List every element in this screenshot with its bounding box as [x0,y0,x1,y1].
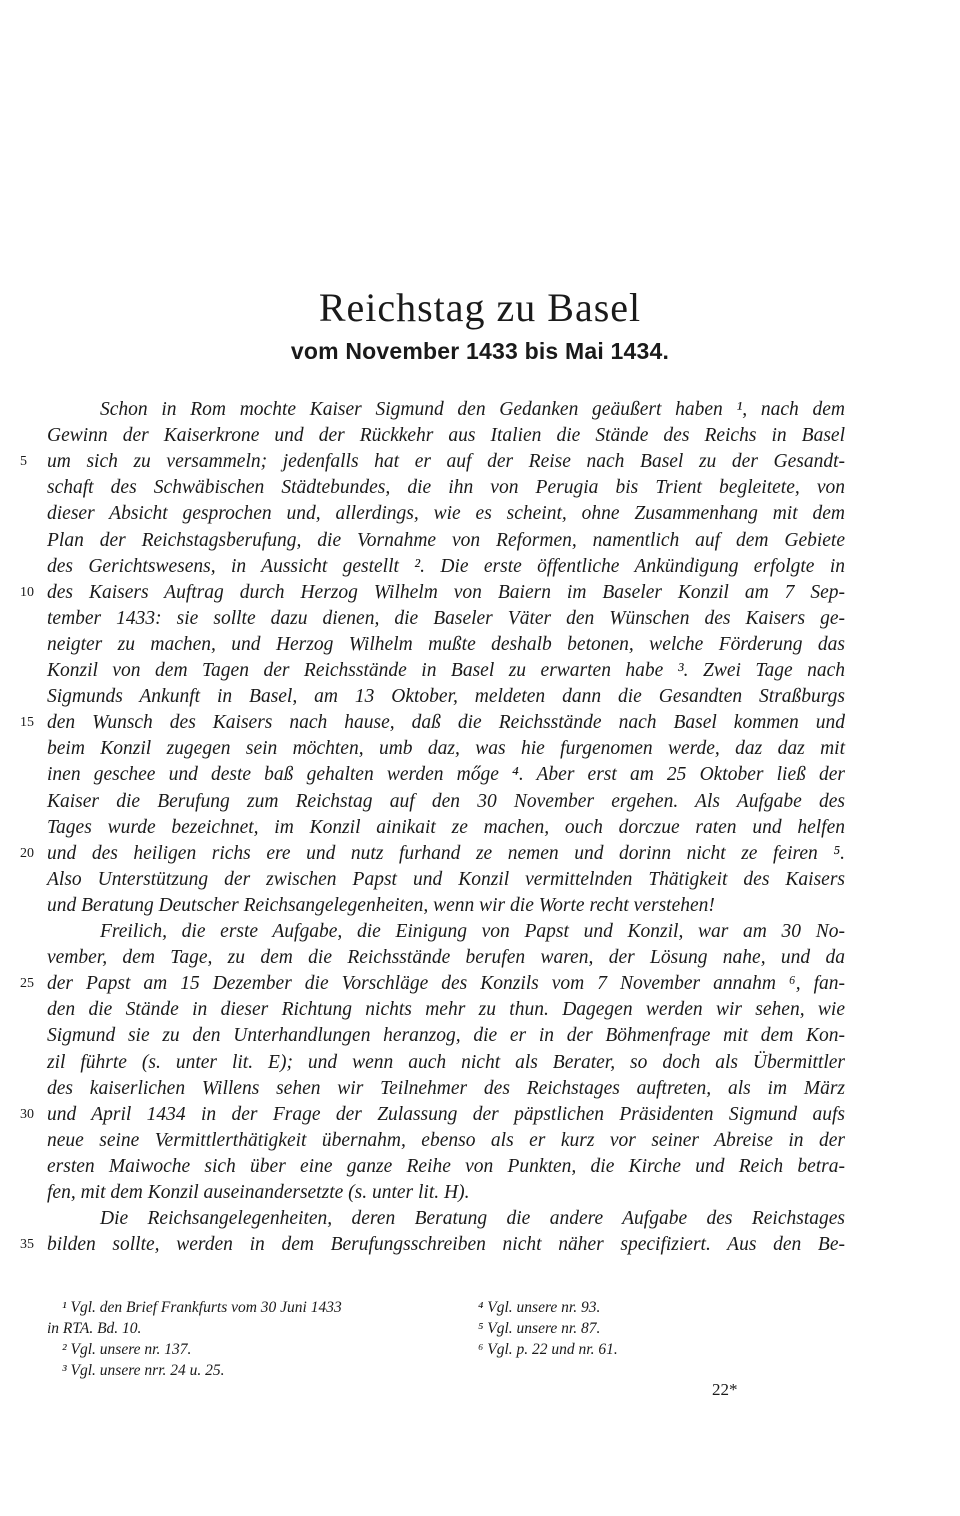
body-line: Schon in Rom mochte Kaiser Sigmund den Gedanken geäußert haben ¹, nach dem [100,399,845,420]
body-line: Die Reichsangelegenheiten, deren Beratung die andere Aufgabe des Reichstages [100,1208,845,1230]
footnote: ¹ Vgl. den Brief Frankfurts vom 30 Juni 1433 [62,1299,342,1316]
body-line: ersten Maiwoche sich über eine ganze Reihe von Punkten, die Kirche und Reich betra- [47,1155,845,1177]
body-line: Also Unterstützung der zwischen Papst und Konzil vermittelnden Thätigkeit des Kaisers [47,868,845,890]
line-number: 30 [20,1106,34,1122]
body-line: bilden sollte, werden in dem Berufungsschreiben nicht näher specifiziert. Aus den Be- [47,1234,845,1256]
body-line: dieser Absicht gesprochen und, allerdings, wie es scheint, ohne Zusammenhang mit dem [47,503,845,525]
body-line: Tages wurde bezeichnet, im Konzil ainikait ze machen, ouch dorczue raten und helfen [47,816,845,838]
line-number: 15 [20,715,34,731]
body-line: und Beratung Deutscher Reichsangelegenheiten, wenn wir die Worte recht verstehen! [47,894,715,916]
footnote: ⁶ Vgl. p. 22 und nr. 61. [478,1341,618,1358]
body-line: neue seine Vermittlerthätigkeit übernahm, ebenso als er kurz vor seiner Abreise in der [47,1129,845,1151]
footnote: ⁴ Vgl. unsere nr. 93. [478,1299,601,1316]
footnote: in RTA. Bd. 10. [47,1320,142,1337]
page-title: Reichstag zu Basel [318,285,642,330]
page-subtitle: vom November 1433 bis Mai 1434. [290,338,670,364]
body-line: und April 1434 in der Frage der Zulassung der päpstlichen Präsidenten Sigmund aufs [47,1103,845,1125]
body-line: neigter zu machen, und Herzog Wilhelm mußte deshalb betonen, welche Förderung das [47,633,845,655]
body-line: Plan der Reichstagsberufung, die Vornahme von Reformen, namentlich auf dem Gebiete [47,529,845,551]
body-line: des Kaisers Auftrag durch Herzog Wilhelm von Baiern im Baseler Konzil am 7 Sep- [47,581,845,603]
body-line: Kaiser die Berufung zum Reichstag auf den 30 November ergehen. Als Aufgabe des [47,790,845,812]
body-line: inen geschee und deste baß gehalten werden mőge ⁴. Aber erst am 25 Oktober ließ der [47,764,845,786]
body-line: fen, mit dem Konzil auseinandersetzte (s. unter lit. H). [47,1182,470,1203]
line-number: 20 [20,845,34,861]
line-number: 35 [20,1237,34,1253]
body-line: tember 1433: sie sollte dazu dienen, die Baseler Väter den Wünschen des Kaisers ge- [47,607,845,629]
body-line: vember, dem Tage, zu dem die Reichsstände berufen waren, der Lösung nahe, und da [47,947,845,969]
footnote: ² Vgl. unsere nr. 137. [62,1341,192,1358]
body-line: den Wunsch des Kaisers nach hause, daß die Reichsstände nach Basel kommen und [47,712,845,734]
body-line: den die Stände in dieser Richtung nichts mehr zu thun. Dagegen werden wir sehen, wie [47,999,845,1021]
body-line: und des heiligen richs ere und nutz furhand ze nemen und dorinn nicht ze feiren ⁵. [47,842,845,864]
page-number: 22* [712,1380,738,1399]
body-line: Sigmunds Ankunft in Basel, am 13 Oktober, meldeten dann die Gesandten Straßburgs [47,686,845,708]
line-number: 10 [20,584,34,600]
line-number: 5 [20,454,27,470]
footnote: ⁵ Vgl. unsere nr. 87. [478,1320,601,1337]
body-line: des kaiserlichen Willens sehen wir Teilnehmer des Reichstages auftreten, als im März [47,1077,845,1099]
body-line: Freilich, die erste Aufgabe, die Einigung von Papst und Konzil, war am 30 No- [100,921,845,942]
footnote: ³ Vgl. unsere nrr. 24 u. 25. [62,1362,225,1379]
body-line: der Papst am 15 Dezember die Vorschläge des Konzils vom 7 November annahm ⁶, fan- [47,973,845,995]
body-line: des Gerichtswesens, in Aussicht gestellt ². Die erste öffentliche Ankündigung erfolgte in [47,555,845,577]
body-line: um sich zu versammeln; jedenfalls hat er auf der Reise nach Basel zu der Gesandt- [47,451,845,473]
body-line: schaft des Schwäbischen Städtebundes, die ihn von Perugia bis Trient begleitete, von [47,477,845,499]
body-line: beim Konzil zugegen sein möchten, umb daz, was hie furgenomen werde, daz daz mit [47,738,845,760]
body-line: Gewinn der Kaiserkrone und der Rückkehr aus Italien die Stände des Reichs in Basel [47,425,845,447]
body-line: Konzil von dem Tagen der Reichsstände in Basel zu erwarten habe ³. Zwei Tage nach [47,660,845,681]
body-line: Sigmund sie zu den Unterhandlungen heranzog, die er in der Böhmenfrage mit dem Kon- [47,1025,845,1047]
body-line: zil führte (s. unter lit. E); und wenn auch nicht als Berater, so doch als Übermittler [47,1051,845,1073]
line-number: 25 [20,976,34,992]
